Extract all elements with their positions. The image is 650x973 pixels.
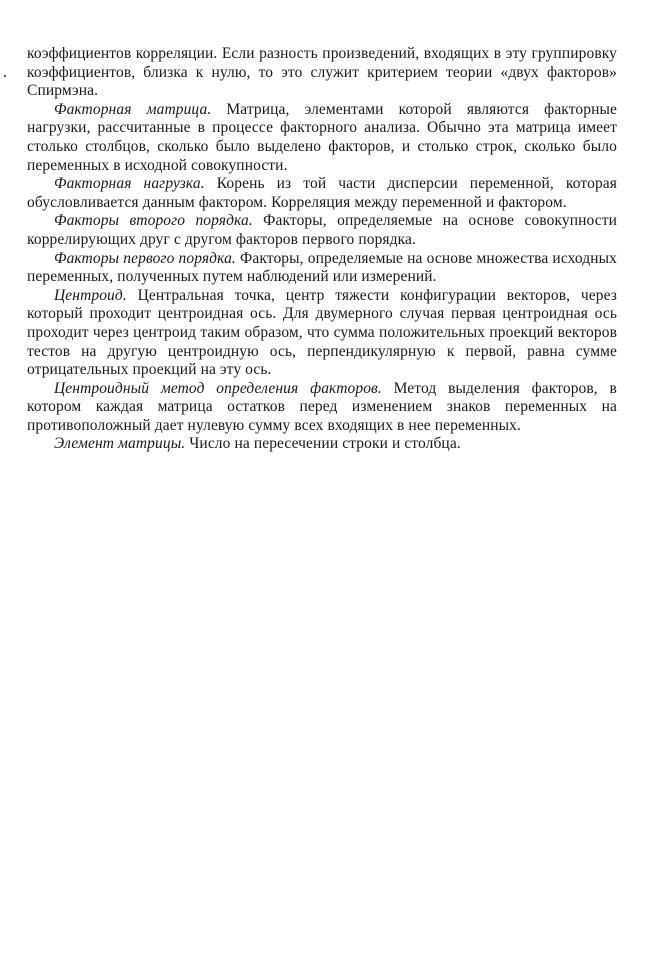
glossary-term: Факторная нагрузка. [54,175,205,193]
glossary-definition: Корень из той части дисперсии переменной, которая обусловливается данным фактором. Корреляция между переменной и фактором. [27,175,617,211]
glossary-definition: Число на пересечении строки и столбца. [185,435,461,453]
paragraph-text: коэффициентов корреляции. Если разность произведений, входящих в эту группировку коэффициентов, близка к нулю, то это служит критерием теории «двух факторов» Спирмэна. [27,45,617,100]
glossary-term: Центроидный метод определения факторов. [54,379,382,397]
glossary-entry-matrix-element [27,435,617,454]
glossary-term: Элемент матрицы. [54,435,186,453]
glossary-entry-factor-matrix [27,101,617,175]
glossary-definition: Факторы, определяемые на основе совокупности коррелирующих друг с другом факторов первого порядка. [27,212,617,248]
paragraph-continuation [27,45,617,101]
margin-dot [4,75,6,77]
glossary-entry-centroid [27,287,617,380]
glossary-entry-first-order-factors [27,250,617,287]
glossary-definition: Факторы, определяемые на основе множества исходных переменных, полученных путем наблюдений или измерений. [27,249,618,286]
glossary-text [27,45,617,454]
glossary-entry-factor-loading [27,175,617,212]
glossary-term: Факторная матрица. [54,100,212,118]
glossary-entry-second-order-factors [27,212,617,249]
glossary-definition: Матрица, элементами которой являются факторные нагрузки, рассчитанные в процессе факторного анализа. Обычно эта матрица имеет столько столбцов, сколько было выделено факторов, и столько строк, сколько было переменных в исходной совокупности. [27,100,617,174]
glossary-definition: Центральная точка, центр тяжести конфигурации векторов, через который проходит центроидная ось. Для двумерного случая первая центроидная ось проходит через центроид таким образом, что сумма положительных проекций векторов тестов на другую центроидную ось, перпендикулярную к первой, равна сумме отрицательных проекций на эту ось. [27,286,617,379]
glossary-term: Центроид. [54,286,127,304]
glossary-definition: Метод выделения факторов, в котором каждая матрица остатков перед изменением знаков переменных на противоположный дает нулевую сумму всех входящих в нее переменных. [27,379,617,434]
glossary-term: Факторы второго порядка. [54,212,253,230]
glossary-entry-centroid-method [27,380,617,436]
glossary-term: Факторы первого порядка. [54,249,236,267]
